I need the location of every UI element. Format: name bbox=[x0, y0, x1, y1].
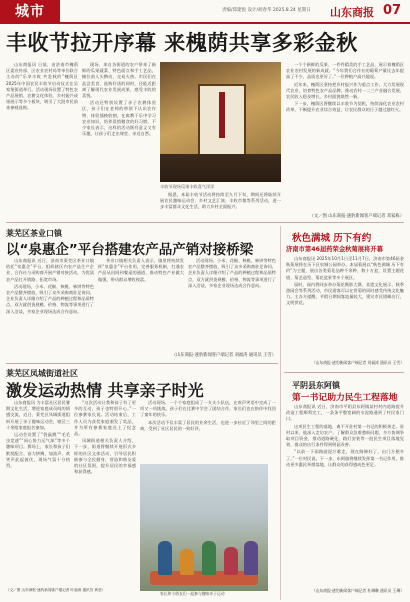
story2-byline: （山东商报·速豹新闻客户端记者 刘福涛 通讯员 王雪） bbox=[171, 353, 276, 358]
divider bbox=[284, 372, 404, 373]
paragraph: 运动会设置了“袋鼠跳”“毛毛虫竞速”“同心协力运气球”等多个趣味项目。赛场上，家长和孩子们默契配合、奋力拼搏，加油声、欢笑声此起彼伏，现场气氛十分热烈。 bbox=[6, 432, 70, 469]
story2-kicker: 莱芜区茶业口镇 bbox=[6, 229, 62, 238]
story4-body bbox=[286, 256, 404, 356]
story3-headline: 激发运动热情 共享亲子时光 bbox=[6, 381, 204, 400]
harvest-sign bbox=[198, 84, 246, 158]
section-tag: 城市 bbox=[0, 0, 60, 22]
page-number: 07 bbox=[383, 3, 402, 18]
story4-headline: 秋色满城 历下有约 bbox=[292, 233, 372, 244]
story5-byline: （山东商报·速豹新闻客户端记者 杜琳琳 通讯员 王琳） bbox=[311, 588, 404, 593]
story2-col-2 bbox=[98, 258, 184, 360]
story3-kicker: 莱芜区凤城街道社区 bbox=[6, 369, 78, 378]
top-story-col-1 bbox=[6, 62, 78, 216]
story3-col-1 bbox=[6, 400, 70, 598]
story2-headline: 以“泉惠企”平台搭建农产品产销对接桥梁 bbox=[6, 242, 254, 258]
participant bbox=[224, 547, 238, 575]
paragraph: 山东商报讯 为丰富社区居民暑期文化生活，增进家庭成员间的情感交流，近日，莱芜区凤城街道组织开展了亲子趣味运动会，辖区三十余组家庭报名参加。 bbox=[6, 400, 70, 430]
paragraph: 本次活动不仅丰富了居民的业余生活，也进一步拉近了邻里之间的距离，受到了社区居民的一致好评。 bbox=[140, 419, 276, 431]
paragraph: 活动现场，小米、花椒、核桃、柿饼等特色农产品整齐摆放，吸引了众多采购商驻足询问。企业负责人详细介绍了产品的种植过程和品质特点，双方就供货规模、价格、物流等事项进行了深入洽谈，多家企业现场达成合作意向。 bbox=[188, 258, 276, 288]
paragraph: 一个个新鲜的瓜果、一件件精美的手工艺品，展示着槐荫区农业农村发展的新成就。“今年我们合作社的葡萄产量比去年提高了不少，品质也更好了。”一位种植户高兴地说。 bbox=[286, 62, 404, 80]
paragraph: 山东商报讯 近日，济南市平阴县东阿镇某村村内道路提升改造工程顺利完工，一条条平整宽阔的水泥路通到了村民家门口。 bbox=[286, 404, 404, 422]
story5-body bbox=[286, 404, 404, 584]
harvest-photo bbox=[160, 62, 281, 182]
photo-caption: 丰收节现场瓜果丰收喜气洋洋 bbox=[160, 184, 215, 189]
top-story-col-4 bbox=[286, 62, 404, 212]
participant bbox=[202, 541, 216, 575]
main-headline: 丰收节拉开序幕 来槐荫共享多彩金秋 bbox=[6, 31, 358, 55]
photo-caption: 家长和小朋友们一起参与趣味亲子运动 bbox=[160, 591, 225, 596]
participant bbox=[180, 549, 194, 575]
paragraph: 茶业口镇相关负责人表示，镇里将持续发挥“泉惠企”平台作用，完善服务机制，打通农产品从田间到餐桌的通道，推动特色产业做大做强，带动群众增收致富。 bbox=[98, 258, 184, 282]
story5-kicker: 平阴县东阿镇 bbox=[292, 381, 340, 390]
story3-col-3 bbox=[140, 400, 276, 462]
paragraph: “以前一下雨路就泥泞难走，现在路修好了，出门方便多了。”一位村民说。下一步，东阿镇将继续发挥第一书记作用，推动更多惠民举措落地，让群众的获得感成色更足。 bbox=[286, 449, 404, 467]
divider bbox=[6, 222, 404, 223]
top-story-col-2 bbox=[82, 62, 156, 216]
crowd bbox=[160, 154, 281, 182]
story4-subhead: 济南市第46届药荣金秋菊展将开幕 bbox=[286, 246, 383, 253]
paragraph: “这次活动让我和孩子有了更多的互动，孩子也特别开心。”一位参赛家长说。活动结束后，工作人员为获奖家庭颁发了奖品，并为所有参赛家庭送上了纪念品。 bbox=[74, 400, 136, 437]
paragraph: 这项民生工程的落地，离不开驻村第一书记的积极奔走。驻村以来，他深入走访农户，了解群众急难愁盼问题，多方协调争取项目资金，推动道路硬化、路灯安装等一批民生项目落地见效，群众的出行条件得到明显改善。 bbox=[286, 423, 404, 448]
paragraph: 近年来，槐荫区坚持把乡村振兴作为重点工作，大力发展现代农业，培育特色农产品品牌，推动农村一二三产业融合发展，农民收入稳步增长，乡村面貌焕然一新。 bbox=[286, 81, 404, 100]
story4-byline: （山东商报·速豹新闻客户端记者 刘福涛 通讯员 王雪） bbox=[311, 360, 404, 365]
paragraph: 活动还特别设置了亲子农耕体验区，孩子们在老师的带领下认识农作物、体验插秧收割，在寓教于乐中学习农业知识，培养爱惜粮食的好习惯。不少家长表示，这样的活动既有意义又有乐趣，让孩子们走出课堂、亲近自然。 bbox=[82, 100, 156, 137]
story3-col-2 bbox=[74, 400, 136, 598]
story2-col-1 bbox=[6, 258, 94, 360]
paragraph: 届时，园内将同步举办菊花摄影大赛、非遗文化展示、秋季游园会等系列活动，市民游客可以在赏菊的同时感受传统文化魅力。主办方提醒，节假日期间客流量较大，建议市民错峰出行，文明赏花。 bbox=[286, 281, 404, 306]
story5-headline: 第一书记助力民生工程落地 bbox=[292, 393, 398, 403]
divider bbox=[280, 226, 281, 600]
paragraph: 凤城街道相关负责人介绍，下一步，街道将继续开展形式多样的社区文体活动，引导居民积极参与全民健身，营造和谐友爱的社区氛围，提升居民的幸福感和获得感。 bbox=[74, 438, 136, 475]
paragraph: 山东商报讯 2025年10月1日至11月7日，济南市第46届金秋菊展将在历下区泉城公园举办。本届菊展以“秋色满城 历下有约”为主题，展出各类菊花品种千余种、数十万盆，设置主题花境、菊艺造型、菊花盆景等多个展区。 bbox=[286, 256, 404, 280]
paragraph: 山东商报讯 近日，济南市莱芜区茶业口镇依托“泉惠企”平台，组织辖区内农产品生产企业、合作社与采购商开展产销对接活动，为优质农产品打开销路、拓宽市场。 bbox=[6, 258, 94, 282]
story2-col-3 bbox=[188, 258, 276, 350]
editor-meta: 责编/郑建悦 设计/胡春华 2025.8.24 星期日 bbox=[222, 8, 311, 13]
paper-name: 山东商报 bbox=[330, 6, 374, 19]
participant bbox=[158, 541, 172, 575]
paragraph: 山东商报讯 日前，由济南市槐荫区委宣传部、区农业农村局等单位联合主办的“乐享丰收 共赴秋约”槐荫区2025年中国农民丰收节启动仪式在吴家堡街道举行。活动现场设置了特色农产品展销、农耕文化体验、乡村振兴成果展示等多个板块，吸引了大批市民前来参观选购。 bbox=[6, 62, 78, 111]
paragraph: 活动现场，一个个家庭组成了一支支小队伍，在欢声笑语中完成了一项又一项挑战。孩子们在比赛中学会了团结合作，家长们也在陪伴中找回了童年的快乐。 bbox=[140, 400, 276, 418]
top-byline: （文／图 山东商报·速豹新闻客户端记者 邓家栋） bbox=[309, 214, 404, 219]
paragraph: 下一步，槐荫区将继续以丰收节为契机，持续深化农业农村改革，不断提升农业综合效益，让农民群众的日子越过越红火。 bbox=[286, 101, 404, 113]
family-sports-photo bbox=[140, 464, 268, 591]
paragraph: 活动现场，小米、花椒、核桃、柿饼等特色农产品整齐摆放，吸引了众多采购商驻足询问。企业负责人详细介绍了产品的种植过程和品质特点，双方就供货规模、价格、物流等事项进行了深入洽谈，多家企业现场达成合作意向。 bbox=[6, 283, 94, 314]
masthead bbox=[0, 0, 410, 24]
participant bbox=[244, 541, 258, 575]
divider bbox=[6, 363, 278, 364]
story3-byline: （文／图 山东商报·速豹新闻客户端记者 叶福涛 通讯员 黄莹） bbox=[6, 588, 106, 592]
paragraph: 现场，来自各街道的农户带来了新鲜的瓜果蔬菜、特色面点和手工艺品，摊位前人头攒动，交易火热。市民们在品尝美食、选购好货的同时，还能近距离了解现代农业发展成果，感受丰收的喜悦。 bbox=[82, 62, 156, 99]
paragraph: 据悉，本届丰收节活动将持续至九月下旬，期间还将陆续开展农民趣味运动会、乡村文艺汇演、丰收市集等系列活动，进一步丰富群众文化生活，助力乡村全面振兴。 bbox=[160, 192, 281, 210]
